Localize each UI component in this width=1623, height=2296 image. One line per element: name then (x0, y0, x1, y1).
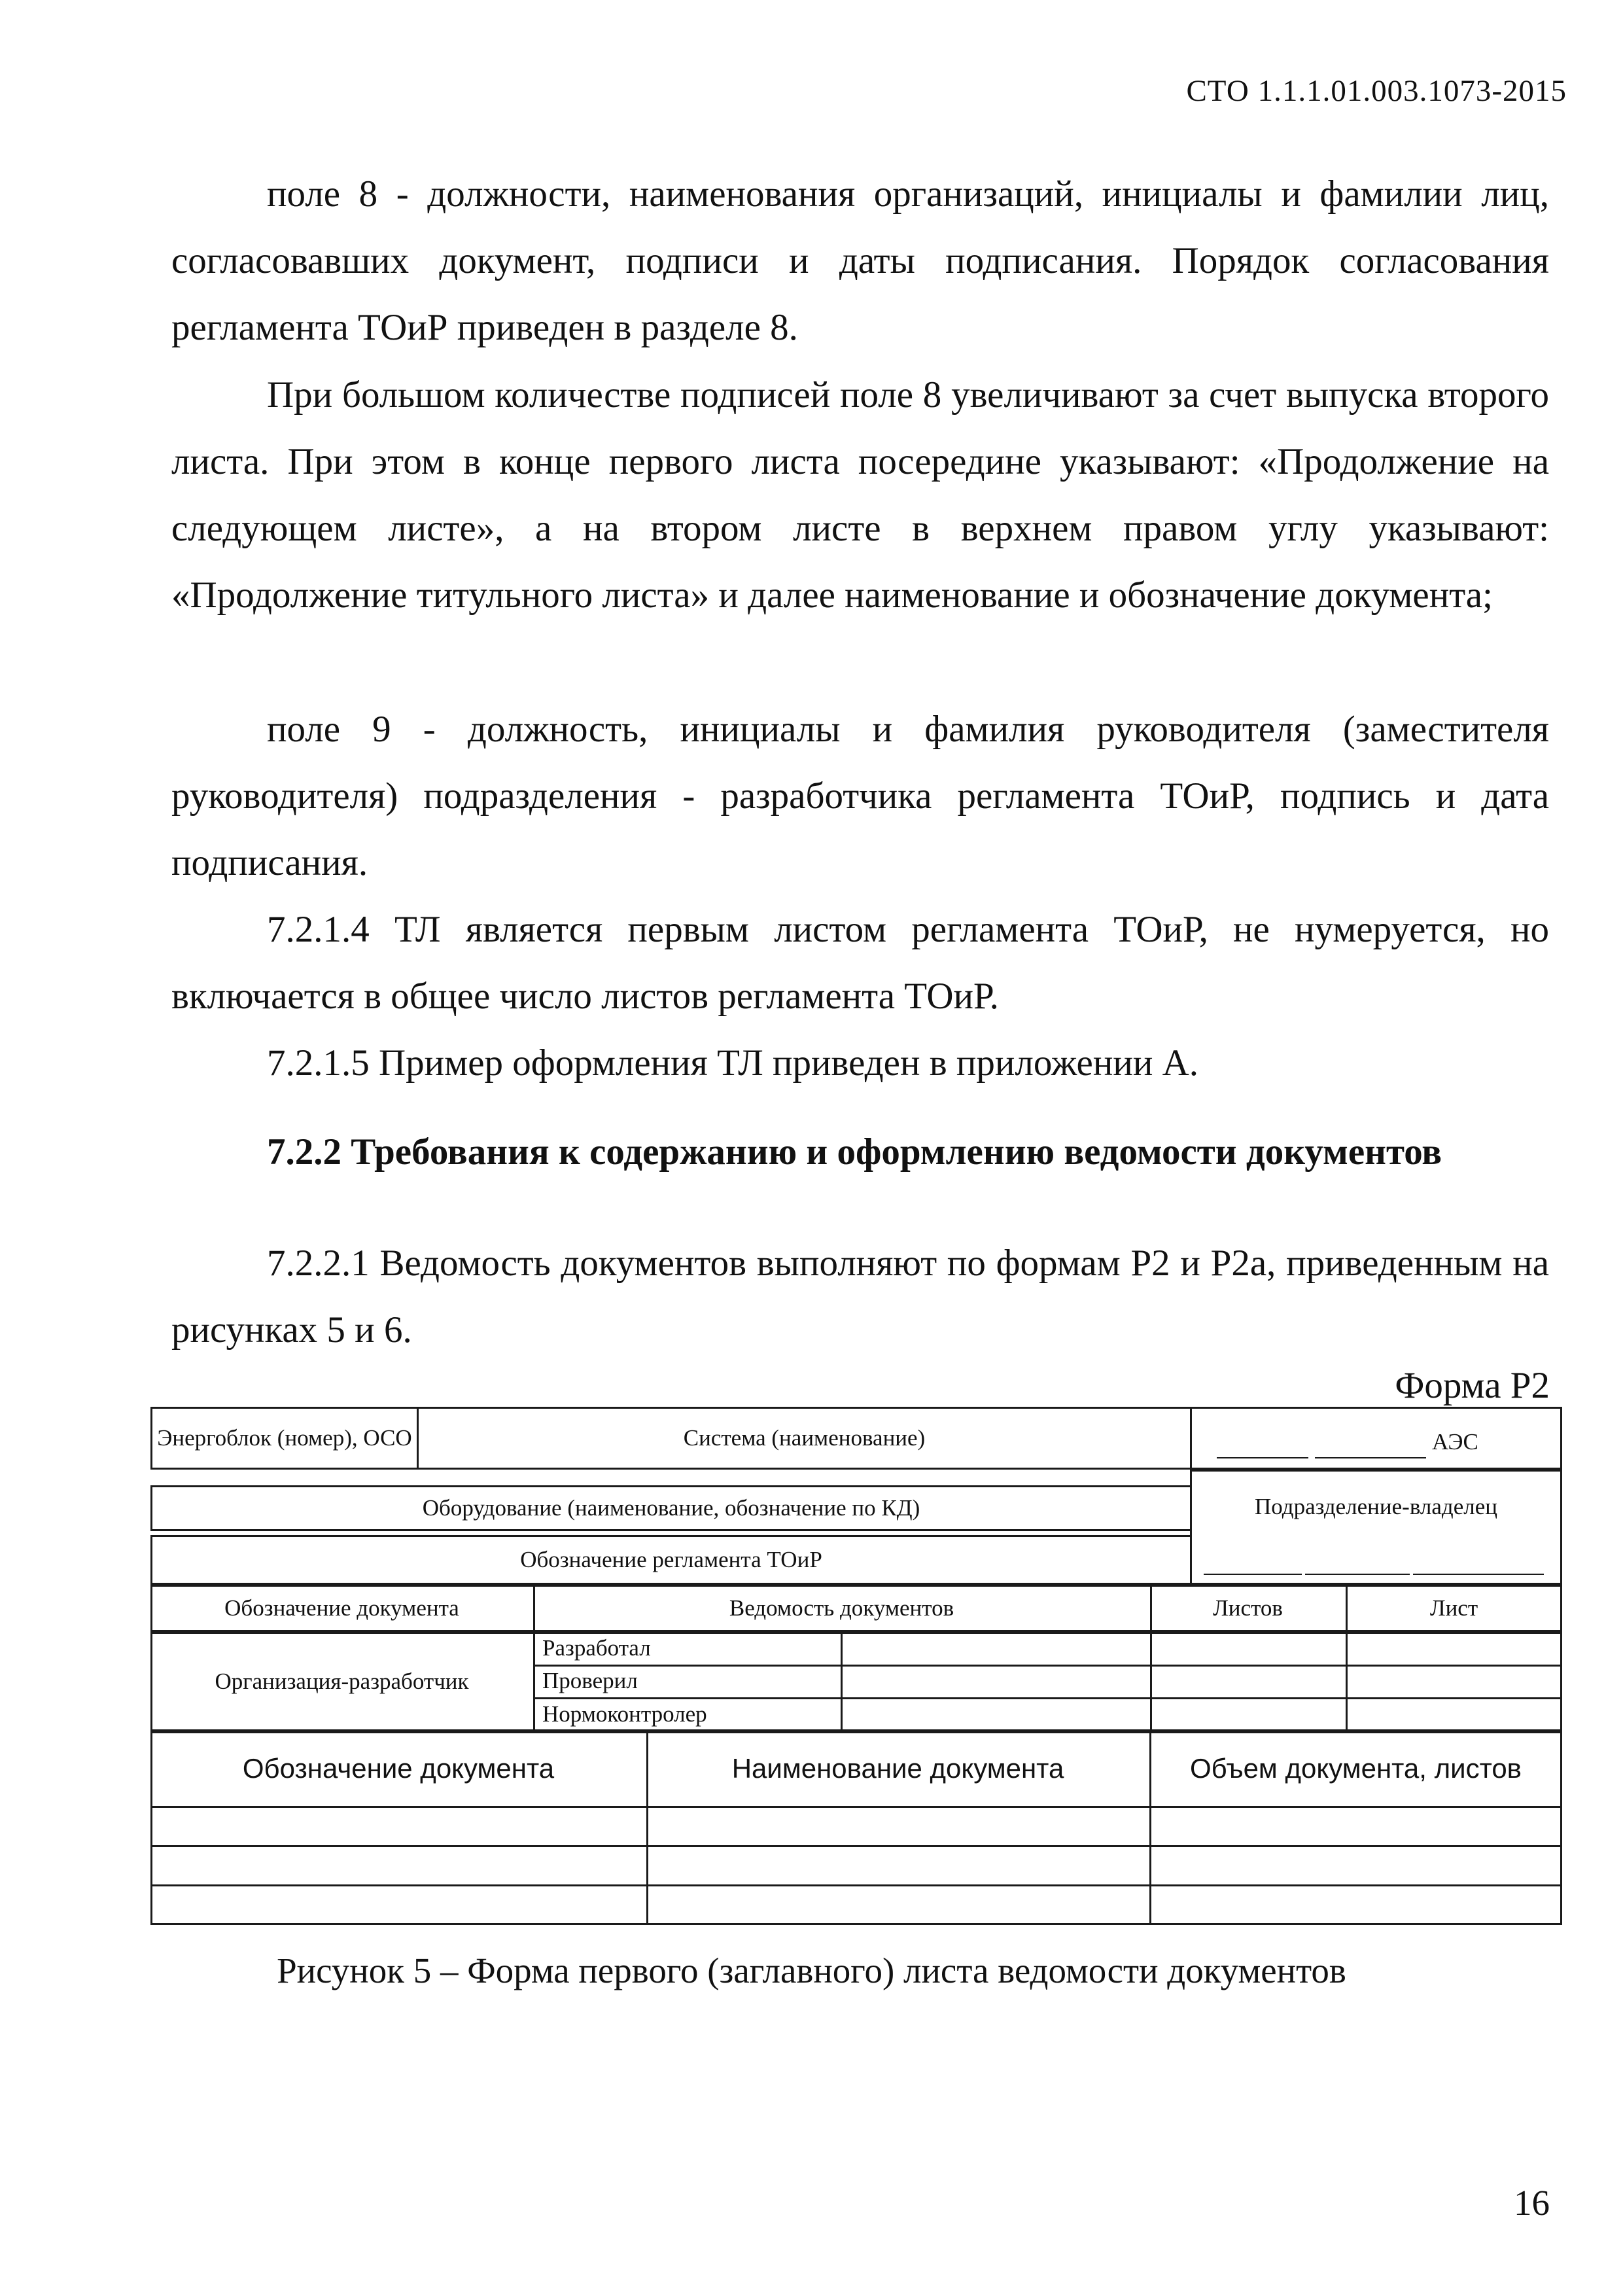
form-document-table (150, 1731, 1562, 1925)
form-developed-label: Разработал (542, 1635, 651, 1661)
form-npp-label: АЭС (1432, 1429, 1478, 1455)
paragraph-field-9: поле 9 - должность, инициалы и фамилия руководителя (заместителя руководителя) подразделения - разработчика регламента ТОиР, подпись и дата подписания. (171, 709, 1549, 883)
form-header-row (150, 1585, 1562, 1632)
form-sheets-label: Листов (1213, 1595, 1283, 1621)
form-col-designation: Обозначение документа (242, 1753, 555, 1784)
form-npp-blank (1217, 1457, 1308, 1458)
form-col-name: Наименование документа (731, 1753, 1064, 1784)
form-npp-blank (1315, 1457, 1426, 1458)
form-toir-box (150, 1535, 1192, 1585)
form-unit-box (150, 1407, 419, 1470)
form-doc-list-label: Ведомость документов (729, 1595, 954, 1621)
form-signature-block (150, 1632, 1562, 1731)
form-col-volume: Объем документа, листов (1189, 1753, 1522, 1784)
form-owner-box (1190, 1470, 1562, 1585)
paragraph-field-8: поле 8 - должности, наименования организаций, инициалы и фамилии лиц, согласовавших документ, подписи и даты подписания. Порядок согласования регламента ТОиР приведен в разделе 8. (171, 173, 1549, 348)
form-owner-blank (1204, 1574, 1302, 1575)
form-system-box (417, 1407, 1192, 1470)
form-label: Форма Р2 (1395, 1365, 1550, 1406)
section-heading: 7.2.2 Требования к содержанию и оформлению ведомости документов (267, 1131, 1442, 1173)
form-npp-box (1190, 1407, 1562, 1470)
form-equipment-box (150, 1485, 1192, 1531)
form-owner-blank (1413, 1574, 1544, 1575)
form-system-label: Система (наименование) (683, 1425, 926, 1451)
paragraph-7-2-1-5: 7.2.1.5 Пример оформления ТЛ приведен в приложении А. (267, 1042, 1199, 1084)
form-owner-blank (1305, 1574, 1410, 1575)
document-code: СТО 1.1.1.01.003.1073-2015 (1186, 74, 1567, 108)
form-doc-designation-label: Обозначение документа (224, 1595, 459, 1621)
form-toir-label: Обозначение регламента ТОиР (520, 1547, 822, 1572)
paragraph-7-2-1-4: 7.2.1.4 ТЛ является первым листом регламента ТОиР, не нумеруется, но включается в общее число листов регламента ТОиР. (171, 909, 1549, 1017)
form-developer-org-label: Организация-разработчик (215, 1669, 469, 1694)
form-normcontrol-label: Нормоконтролер (542, 1701, 707, 1727)
page-number: 16 (1514, 2183, 1550, 2223)
figure-caption: Рисунок 5 – Форма первого (заглавного) листа ведомости документов (277, 1951, 1346, 1990)
form-sheet-label: Лист (1429, 1595, 1478, 1621)
form-equipment-label: Оборудование (наименование, обозначение по КД) (422, 1495, 920, 1521)
form-unit-label: Энергоблок (номер), ОСО (157, 1425, 412, 1451)
form-checked-label: Проверил (542, 1668, 638, 1693)
form-owner-label: Подразделение-владелец (1255, 1494, 1497, 1519)
paragraph-7-2-2-1: 7.2.2.1 Ведомость документов выполняют по формам Р2 и Р2а, приведенным на рисунках 5 и 6. (171, 1243, 1549, 1351)
paragraph-signatures: При большом количестве подписей поле 8 увеличивают за счет выпуска второго листа. При этом в конце первого листа посередине указывают: «Продолжение на следующем листе», а на втором листе в верхнем правом углу указывают: «Продолжение титульного листа» и далее наименование и обозначение документа; (171, 374, 1549, 616)
